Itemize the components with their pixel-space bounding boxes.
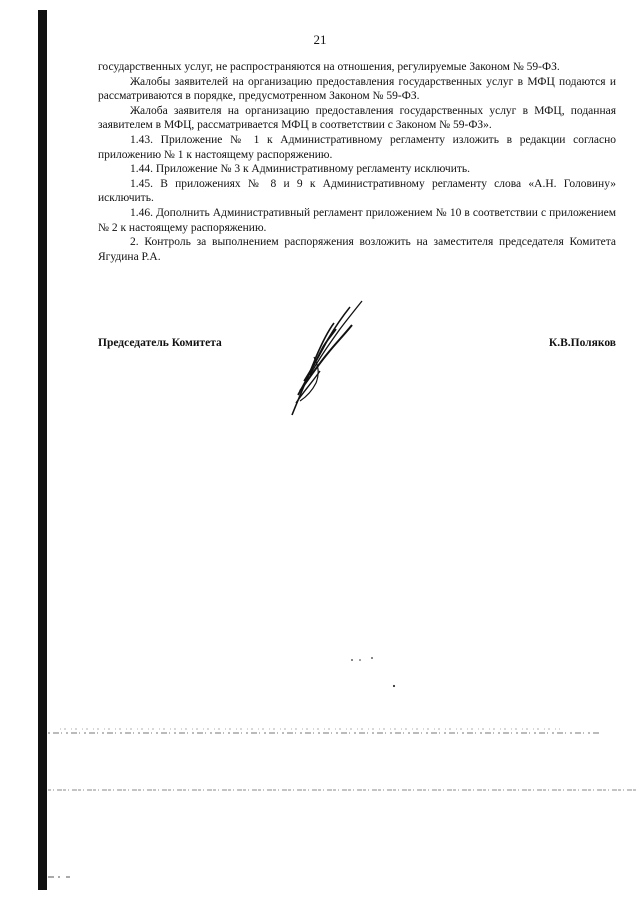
document-body: [98, 60, 616, 264]
handwritten-signature: [270, 295, 380, 420]
scan-edge-bar: [38, 10, 47, 890]
paragraph-complaints-mfc: Жалобы заявителей на организацию предоставления государственных услуг в МФЦ подаются и рассматриваются в порядке, предусмотренном Законом № 59-ФЗ.: [98, 75, 616, 103]
signatory-role: Председатель Комитета: [98, 337, 222, 349]
paragraph-complaint-review: Жалоба заявителя на организацию предоставления государственных услуг в МФЦ, поданная заявителем в МФЦ, рассматривается МФЦ в соответствии с Законом № 59-ФЗ».: [98, 104, 616, 132]
paragraph-1-43: 1.43. Приложение № 1 к Административному регламенту изложить в редакции согласно приложению № 1 к настоящему распоряжению.: [98, 133, 616, 161]
paragraph-1-45: 1.45. В приложениях № 8 и 9 к Административному регламенту слова «А.Н. Головину» исключить.: [98, 177, 616, 205]
paragraph-1-46: 1.46. Дополнить Административный регламент приложением № 10 в соответствии с приложением № 2 к настоящему распоряжению.: [98, 206, 616, 234]
paragraph-continuation: государственных услуг, не распространяются на отношения, регулируемые Законом № 59-ФЗ.: [98, 61, 560, 73]
paragraph-1-44: 1.44. Приложение № 3 к Административному регламенту исключить.: [130, 163, 471, 176]
paragraph-2-control: 2. Контроль за выполнением распоряжения возложить на заместителя председателя Комитета Ягудина Р.А.: [98, 236, 616, 263]
page-number: 21: [313, 32, 327, 47]
signatory-name: К.В.Поляков: [548, 337, 616, 349]
